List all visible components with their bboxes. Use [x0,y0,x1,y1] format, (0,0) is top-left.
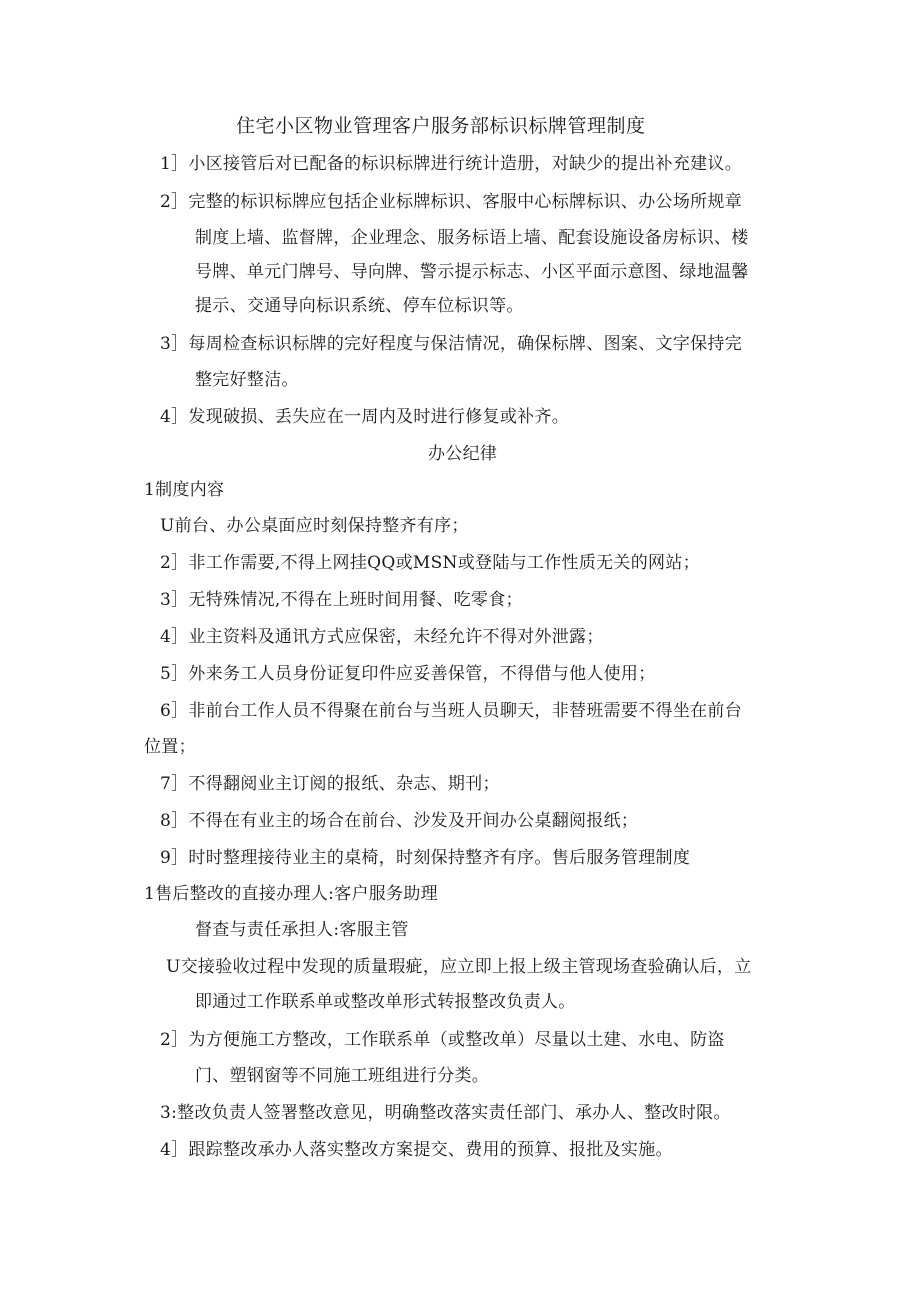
paragraph-line: 8］不得在有业主的场合在前台、沙发及开间办公桌翻阅报纸； [160,811,639,831]
paragraph-line: 2］为方便施工方整改，工作联系单（或整改单）尽量以土建、水电、防盗 [160,1030,725,1050]
paragraph-line: 提示、交通导向标识系统、停车位标识等。 [195,296,524,316]
paragraph-line: 5］外来务工人员身份证复印件应妥善保管，不得借与他人使用； [160,664,656,684]
paragraph-line: 4］业主资料及通讯方式应保密，未经允许不得对外泄露； [160,627,604,647]
section-subheading: 1制度内容 [144,480,225,500]
paragraph-line: 制度上墙、监督牌，企业理念、服务标语上墙、配套设施设备房标识、楼 [195,228,749,248]
section-heading: 办公纪律 [428,444,498,464]
paragraph-line: U前台、办公桌面应时刻保持整齐有序； [160,516,469,536]
paragraph-line: 即通过工作联系单或整改单形式转报整改负责人。 [195,992,576,1012]
paragraph-line: 督查与责任承担人:客服主管 [195,920,409,940]
section-subheading: 1售后整改的直接办理人:客户服务助理 [144,884,438,904]
paragraph-line: 1］小区接管后对已配备的标识标牌进行统计造册，对缺少的提出补充建议。 [160,154,743,174]
paragraph-line: 位置； [144,737,196,757]
paragraph-line: 4］发现破损、丢失应在一周内及时进行修复或补齐。 [160,407,570,427]
paragraph-line: U交接验收过程中发现的质量瑕疵，应立即上报上级主管现场查验确认后，立 [166,957,752,977]
paragraph-line: 3］每周检查标识标牌的完好程度与保洁情况，确保标牌、图案、文字保持完 [160,334,743,354]
paragraph-line: 7］不得翻阅业主订阅的报纸、杂志、期刊； [160,774,500,794]
paragraph-line: 6］非前台工作人员不得聚在前台与当班人员聊天，非替班需要不得坐在前台 [160,701,743,721]
paragraph-line: 3］无特殊情况,不得在上班时间用餐、吃零食； [160,590,523,610]
document-title: 住宅小区物业管理客户服务部标识标牌管理制度 [236,115,646,137]
paragraph-line: 整完好整洁。 [195,370,299,390]
paragraph-line: 2］完整的标识标牌应包括企业标牌标识、客服中心标牌标识、办公场所规章 [160,192,743,212]
paragraph-line: 4］跟踪整改承办人落实整改方案提交、费用的预算、报批及实施。 [160,1140,673,1160]
paragraph-line: 9］时时整理接待业主的桌椅，时刻保持整齐有序。售后服务管理制度 [160,848,691,868]
paragraph-line: 号牌、单元门牌号、导向牌、警示提示标志、小区平面示意图、绿地温馨 [195,262,749,282]
paragraph-line: 2］非工作需要,不得上网挂QQ或MSN或登陆与工作性质无关的网站； [160,553,700,573]
paragraph-line: 3:整改负责人签署整改意见，明确整改落实责任部门、承办人、整改时限。 [160,1103,731,1123]
paragraph-line: 门、塑钢窗等不同施工班组进行分类。 [195,1066,490,1086]
